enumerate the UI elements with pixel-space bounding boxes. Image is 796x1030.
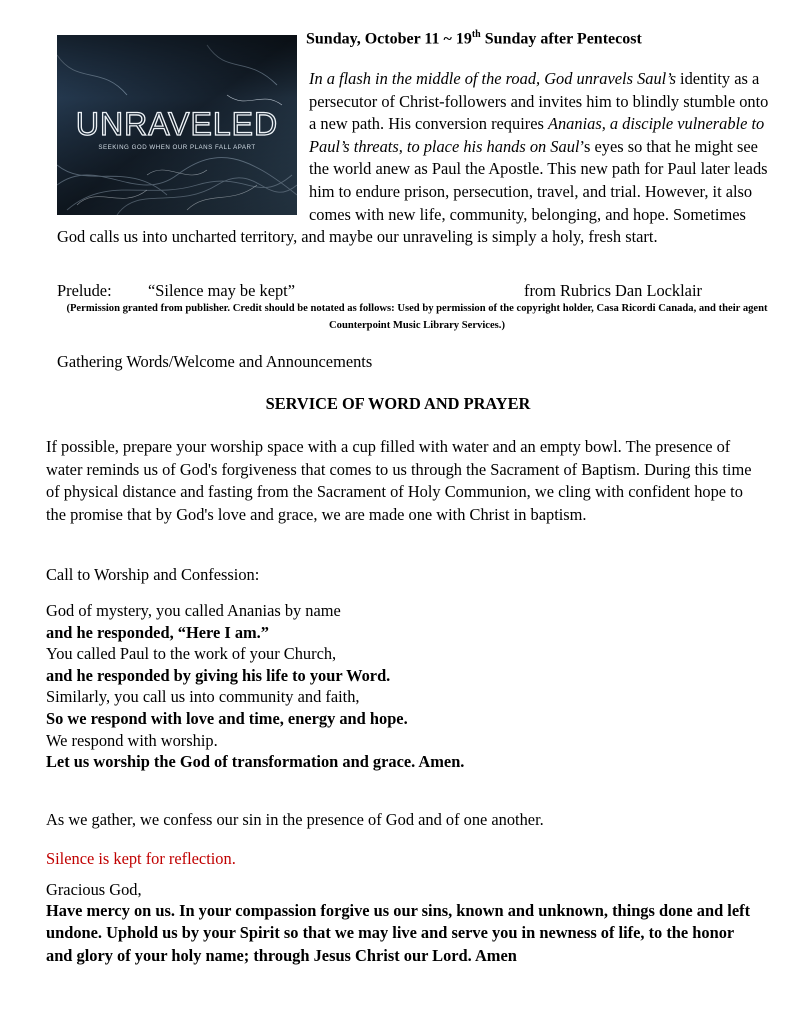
gathering-heading: Gathering Words/Welcome and Announcements [57,352,373,371]
confession-prayer: Have mercy on us. In your compassion forgive us our sins, known and unknown, things done and left undone. Uphold us by your Spirit so that we may live and serve you in newness of life, to the honor and glory of your holy name; through Jesus Christ our Lord. Amen [46,901,751,965]
prelude-title: “Silence may be kept” [148,281,295,300]
litany-line: God of mystery, you called Ananias by name [46,601,341,620]
banner-tagline: SEEKING GOD WHEN OUR PLANS FALL APART [98,144,256,151]
instruction-paragraph: If possible, prepare your worship space with a cup filled with water and an empty bowl. The presence of water reminds us of God's forgiveness that comes to us through the Sacrament of Baptism. During this time of physical distance and fasting from the Sacrament of Holy Communion, we cling with confident hope to the promise that by God's love and grace, we are made one with Christ in baptism. [46,437,752,524]
intro-text-1: identity as a persecutor of Christ-followers and invites him to blindly stumble onto a new path. His conversion requires [309,69,769,134]
litany-line: We respond with worship. [46,730,218,750]
prelude-composer: from Rubrics Dan Locklair [524,281,702,300]
banner-title: UNRAVELED [75,106,279,142]
prayer-opening: Gracious God, [46,880,142,899]
occasion-text: Sunday after Pentecost [480,30,642,48]
service-date-heading [306,29,642,48]
prelude-label: Prelude: [57,281,112,300]
date-text: Sunday, October 11 ~ 19 [306,30,472,48]
call-to-worship-heading: Call to Worship and Confession: [46,565,260,584]
permission-note: (Permission granted from publisher. Credit should be notated as follows: Used by permission of the copyright holder, Casa Ricordi Canada, and their agent Counterpoint Music Library Services.) [66,303,768,331]
rubric-silence: Silence is kept for reflection. [46,849,236,868]
section-heading: SERVICE OF WORD AND PRAYER [265,394,531,413]
intro-paragraph [57,68,769,249]
intro-italic-2: Ananias, a disciple vulnerable to Paul’s threats, to place his hands on Saul [309,114,765,156]
litany-line: You called Paul to the work of your Church, [46,644,337,664]
ordinal-suffix: th [471,29,481,40]
litany [46,600,464,773]
litany-response: and he responded, “Here I am.” [46,622,269,642]
litany-line: Similarly, you call us into community and faith, [46,687,360,707]
confession-invitation: As we gather, we confess our sin in the presence of God and of one another. [46,810,544,829]
litany-response: So we respond with love and time, energy and hope. [46,708,408,728]
litany-response: Let us worship the God of transformation and grace. Amen. [46,752,465,772]
intro-italic-1: In a flash in the middle of the road, God unravels Saul’s [309,69,676,88]
litany-response: and he responded by giving his life to your Word. [46,665,391,685]
intro-text-2: ’s eyes so that he might see the world anew as Paul the Apostle. This new path for Paul later leads him to endure prison, persecution, travel, and trial. However, it also comes with new life, community, belonging, and hope. Sometimes God calls us into uncharted territory, and maybe our unraveling is simply a holy, fresh start. [57,136,768,247]
